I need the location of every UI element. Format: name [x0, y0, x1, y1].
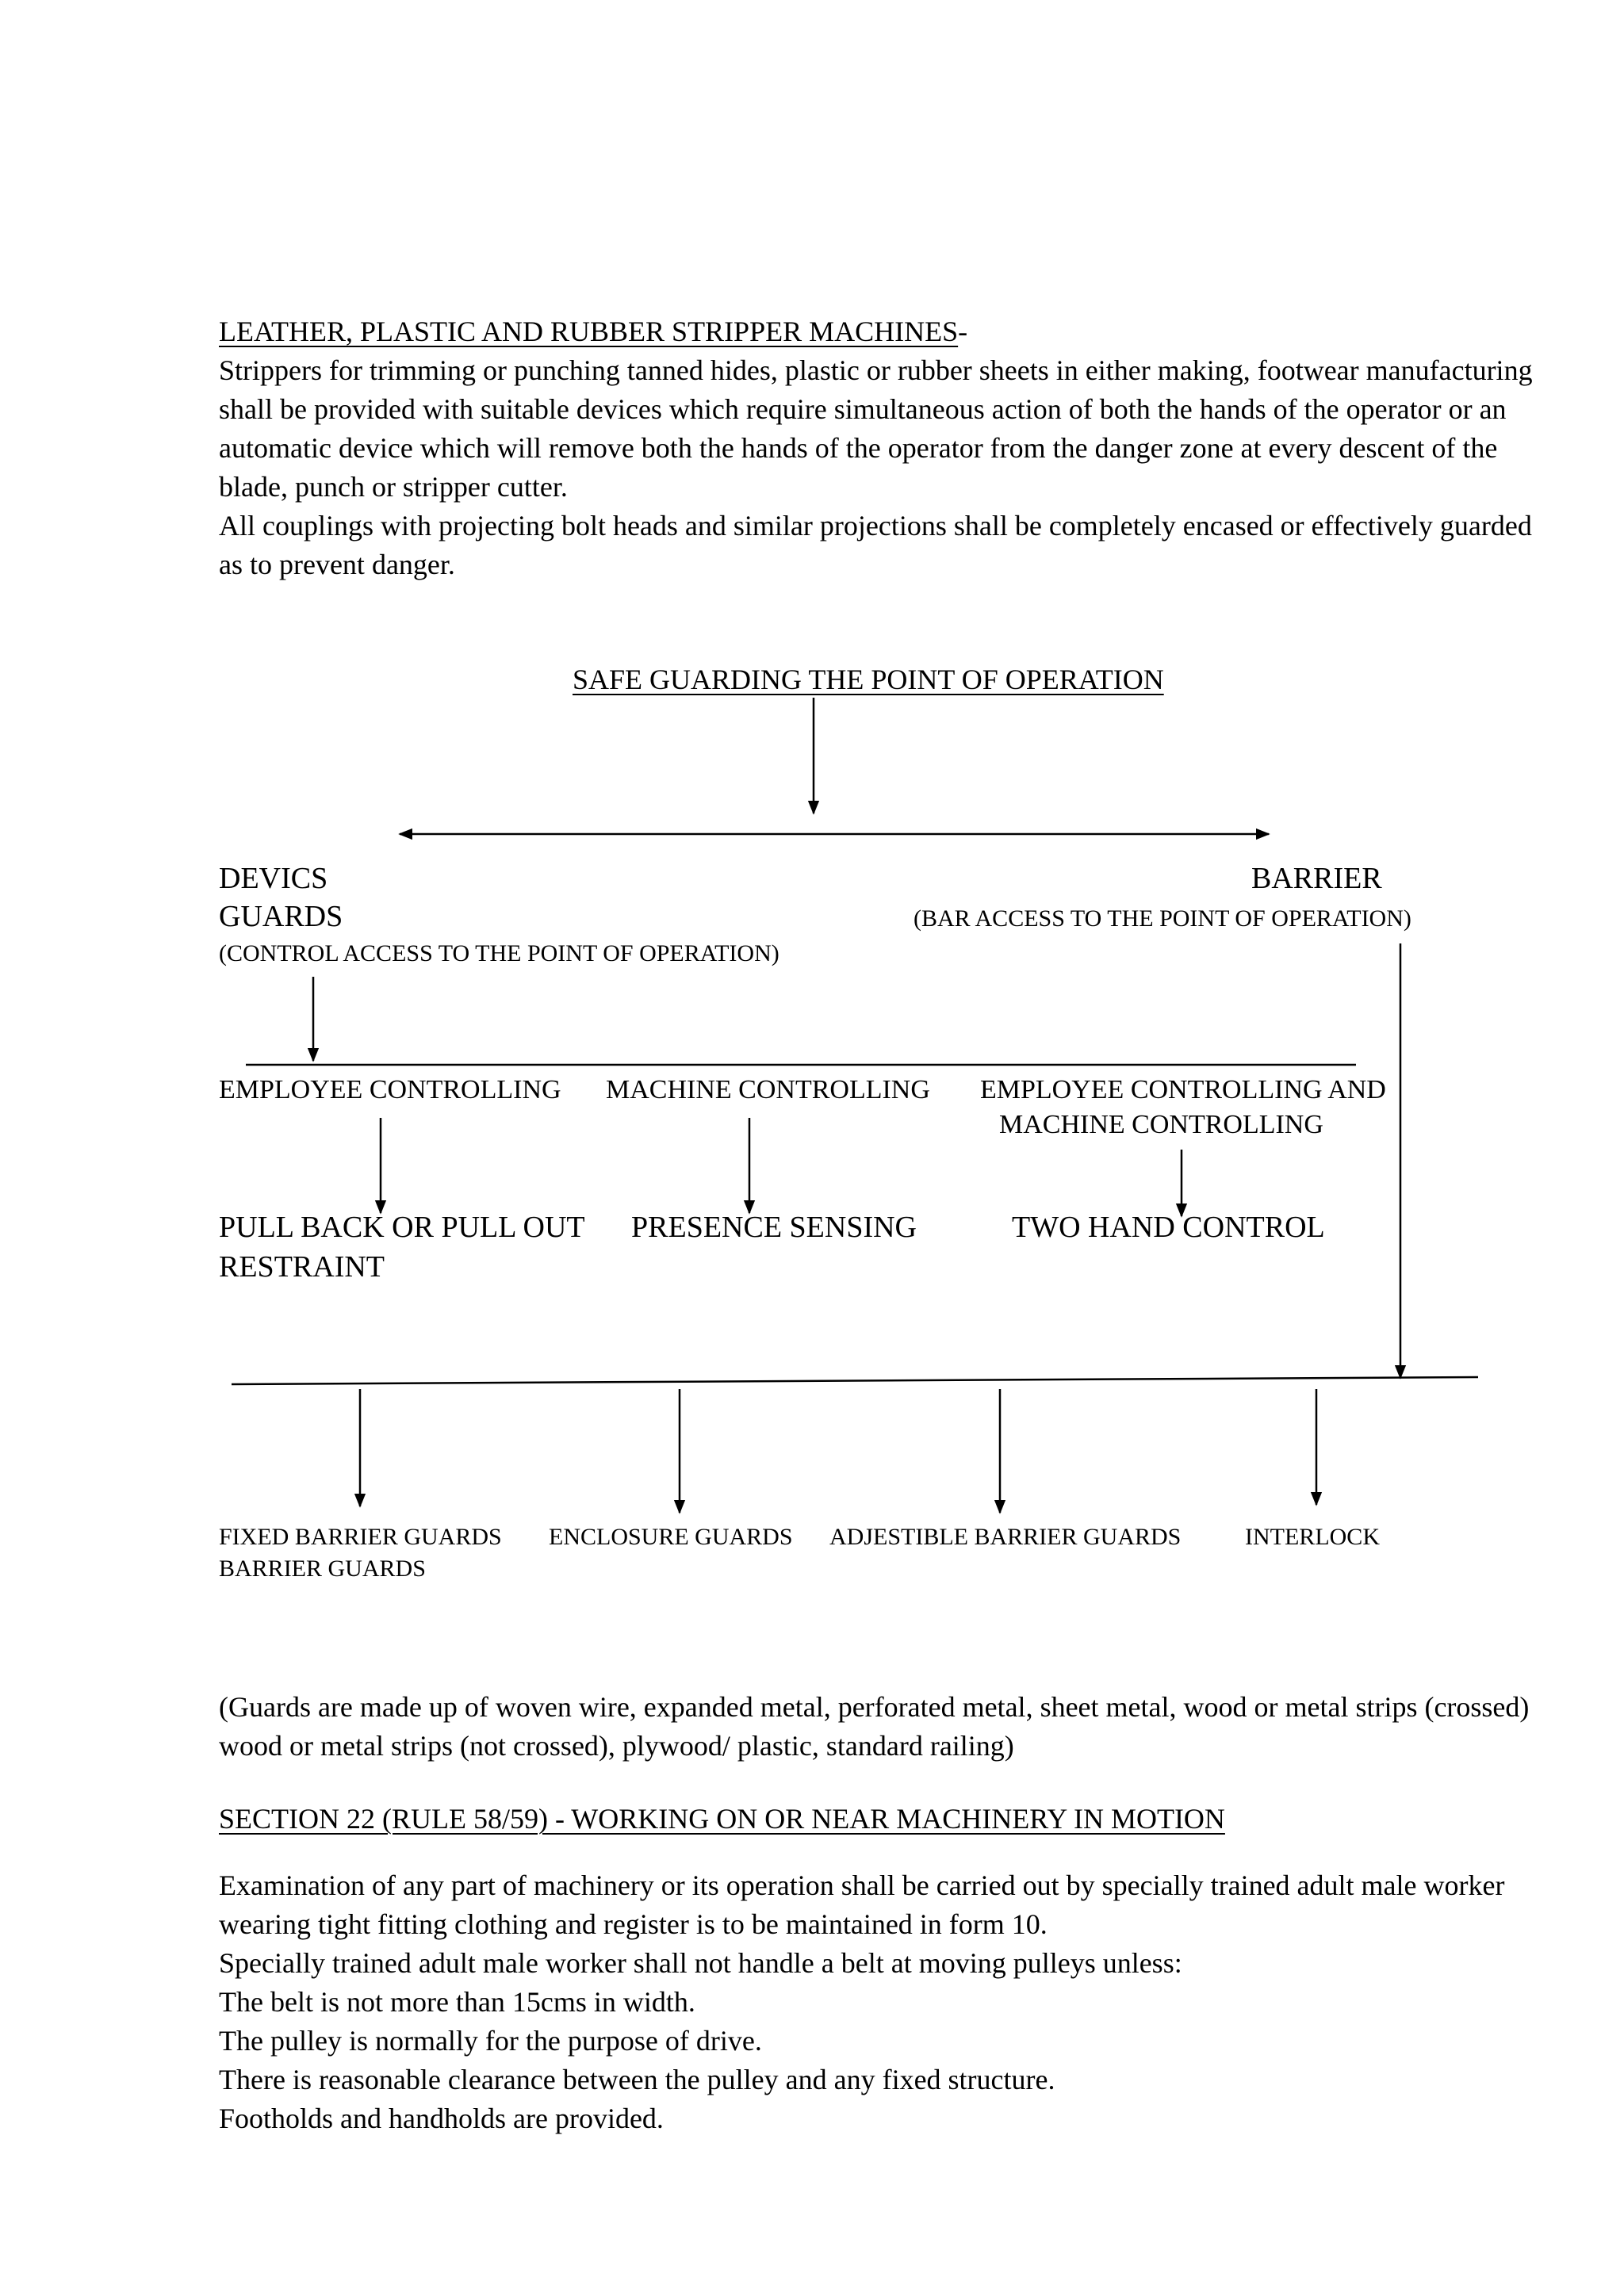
paragraph-examination: Examination of any part of machinery or its operation shall be carried out by specially trained adult male worker wearing tight fitting clothing and register is to be maintained in form 10.	[219, 1869, 1505, 1940]
interlock-label: INTERLOCK	[1245, 1524, 1380, 1550]
employee-machine-controlling-label: EMPLOYEE CONTROLLING AND	[980, 1075, 1386, 1104]
condition-item: There is reasonable clearance between the pulley and any fixed structure.	[219, 2064, 1055, 2095]
employee-controlling-label: EMPLOYEE CONTROLLING	[219, 1075, 561, 1104]
barrier-label: BARRIER	[1251, 862, 1382, 895]
enclosure-guards-label: ENCLOSURE GUARDS	[549, 1524, 793, 1550]
barrier-guards-label: BARRIER GUARDS	[219, 1556, 426, 1582]
section-heading-machinery-in-motion: SECTION 22 (RULE 58/59) - WORKING ON OR NEAR MACHINERY IN MOTION	[219, 1803, 1225, 1835]
section-machinery-in-motion	[219, 1866, 1535, 2138]
condition-item: The belt is not more than 15cms in width.	[219, 1986, 695, 2018]
barrier-note: (BAR ACCESS TO THE POINT OF OPERATION)	[914, 905, 1411, 932]
paragraph-strippers: Strippers for trimming or punching tanned hides, plastic or rubber sheets in either making, footwear manufacturing shall be provided with suitable devices which require simultaneous action of both the hands of the operator or an automatic device which will remove both the hands of the operator from the danger zone at every descent of the blade, punch or stripper cutter.	[219, 354, 1533, 503]
restraint-label: RESTRAINT	[219, 1250, 385, 1284]
heading-stripper-text: LEATHER, PLASTIC AND RUBBER STRIPPER MACHINES	[219, 316, 959, 347]
condition-item: Footholds and handholds are provided.	[219, 2103, 664, 2134]
presence-sensing-label: PRESENCE SENSING	[631, 1211, 917, 1244]
guards-note: (Guards are made up of woven wire, expanded metal, perforated metal, sheet metal, wood or metal strips (crossed) wood or metal strips (not crossed), plywood/ plastic, standard railing)	[219, 1691, 1530, 1762]
fixed-barrier-guards-label: FIXED BARRIER GUARDS	[219, 1524, 502, 1550]
paragraph-belt-handling: Specially trained adult male worker shall not handle a belt at moving pulleys unless:	[219, 1947, 1182, 1979]
machine-controlling-label: MACHINE CONTROLLING	[606, 1075, 930, 1104]
pullback-label: PULL BACK OR PULL OUT	[219, 1211, 585, 1244]
adjustable-barrier-guards-label: ADJESTIBLE BARRIER GUARDS	[829, 1524, 1182, 1550]
paragraph-couplings: All couplings with projecting bolt heads and similar projections shall be completely encased or effectively guarded as to prevent danger.	[219, 510, 1532, 580]
condition-item: The pulley is normally for the purpose of drive.	[219, 2025, 762, 2057]
guards-label: GUARDS	[219, 900, 343, 933]
two-hand-control-label: TWO HAND CONTROL	[1012, 1211, 1325, 1244]
diagram-title: SAFE GUARDING THE POINT OF OPERATION	[573, 664, 1164, 695]
heading-stripper-suffix: -	[958, 316, 968, 347]
barrier-branch-line	[232, 1377, 1478, 1384]
devices-note: (CONTROL ACCESS TO THE POINT OF OPERATION)	[219, 940, 779, 966]
devices-label: DEVICS	[219, 862, 328, 895]
employee-machine-controlling-label-2: MACHINE CONTROLLING	[999, 1110, 1323, 1139]
